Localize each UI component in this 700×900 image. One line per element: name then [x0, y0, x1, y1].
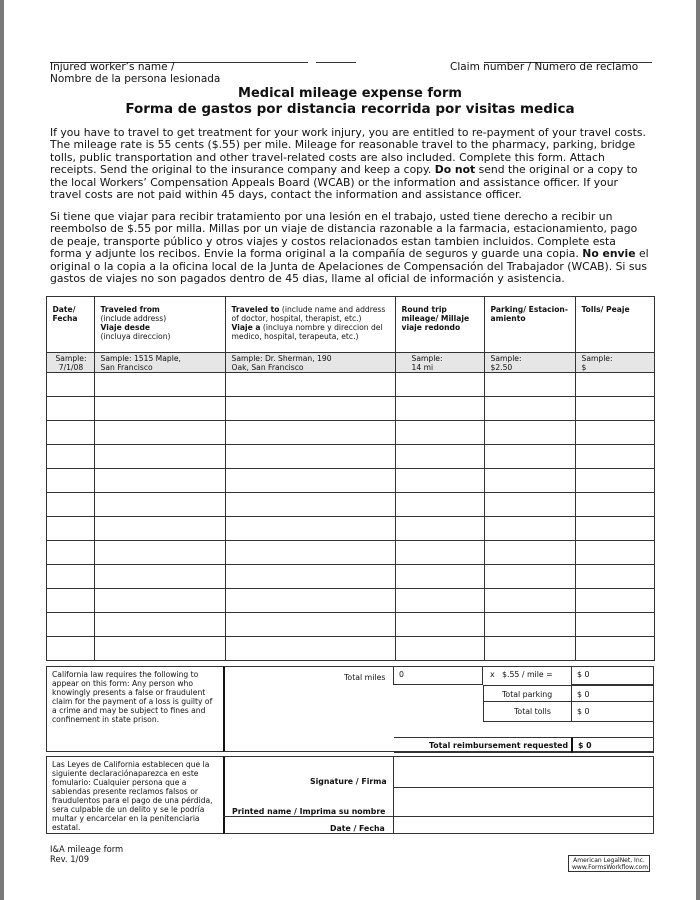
sample-row	[44, 353, 654, 373]
entry-from-cell[interactable]	[94, 589, 225, 613]
entry-parking-cell[interactable]	[484, 421, 575, 445]
rate-x: x	[490, 670, 495, 679]
entry-to-cell[interactable]	[225, 637, 395, 661]
entry-to-cell[interactable]	[225, 445, 395, 469]
col-from-header: Traveled from (include address) Viaje desde (incluya direccion)	[94, 297, 225, 353]
entry-trip-cell[interactable]	[395, 373, 484, 397]
total-tolls-label: Total tolls	[514, 707, 551, 716]
entry-tolls-cell[interactable]	[575, 421, 654, 445]
total-reimbursement-field[interactable]: $ 0	[571, 737, 654, 753]
entry-trip-cell[interactable]	[395, 637, 484, 661]
entry-tolls-cell[interactable]	[575, 541, 654, 565]
entry-trip-cell[interactable]	[395, 517, 484, 541]
entry-parking-cell[interactable]	[484, 445, 575, 469]
entry-from-cell[interactable]	[94, 421, 225, 445]
rate-label: $.55 / mile =	[502, 670, 553, 679]
form-footer	[50, 844, 123, 864]
rate-total-field[interactable]: $ 0	[571, 667, 654, 685]
sample-tolls: Sample: $	[575, 353, 654, 373]
sample-parking: Sample: $2.50	[484, 353, 575, 373]
col-tolls-header: Tolls/ Peaje	[575, 297, 654, 353]
entry-to-cell[interactable]	[225, 397, 395, 421]
entry-from-cell[interactable]	[94, 565, 225, 589]
entry-to-cell[interactable]	[225, 589, 395, 613]
total-parking-label: Total parking	[502, 690, 553, 699]
entry-from-cell[interactable]	[94, 493, 225, 517]
total-miles-field[interactable]: 0	[393, 667, 483, 685]
entry-tolls-cell[interactable]	[575, 373, 654, 397]
entry-date-cell[interactable]	[46, 469, 94, 493]
form-title-spanish: Forma de gastos por distancia recorrida por visitas medica	[125, 101, 575, 117]
table-row	[44, 541, 654, 565]
entry-parking-cell[interactable]	[484, 565, 575, 589]
form-page	[4, 0, 696, 900]
entry-date-cell[interactable]	[46, 589, 94, 613]
legal-english-box: California law requires the following to appear on this form: Any person who knowingly presents a false or fraudulent claim for the payment of a loss is guilty of a crime and may be subject to fines and confinement in state prison.	[46, 666, 224, 752]
entry-date-cell[interactable]	[46, 493, 94, 517]
entry-from-cell[interactable]	[94, 637, 225, 661]
date-divider	[223, 816, 393, 817]
entry-tolls-cell[interactable]	[575, 493, 654, 517]
entry-to-cell[interactable]	[225, 565, 395, 589]
form-title-english: Medical mileage expense form	[238, 86, 462, 101]
entry-to-cell[interactable]	[225, 373, 395, 397]
table-row	[44, 565, 654, 589]
publisher-box: American LegalNet, Inc. www.FormsWorkflow.com	[568, 855, 650, 872]
printed-name-field[interactable]	[393, 787, 654, 817]
sample-date: Sample: 7/1/08	[46, 353, 94, 373]
entry-tolls-cell[interactable]	[575, 565, 654, 589]
entry-to-cell[interactable]	[225, 517, 395, 541]
entry-date-cell[interactable]	[46, 421, 94, 445]
col-trip-header: Round trip mileage/ Millaje viaje redondo	[395, 297, 484, 353]
table-row	[44, 421, 654, 445]
table-row	[44, 517, 654, 541]
entry-from-cell[interactable]	[94, 517, 225, 541]
signature-label: Signature / Firma	[310, 777, 387, 786]
entry-from-cell[interactable]	[94, 397, 225, 421]
entry-parking-cell[interactable]	[484, 613, 575, 637]
entry-parking-cell[interactable]	[484, 397, 575, 421]
table-row	[44, 613, 654, 637]
sample-trip: Sample: 14 mi	[395, 353, 484, 373]
entry-parking-cell[interactable]	[484, 541, 575, 565]
entry-tolls-cell[interactable]	[575, 613, 654, 637]
sample-from: Sample: 1515 Maple, San Francisco	[94, 353, 225, 373]
table-row	[44, 469, 654, 493]
form-name: I&A mileage form	[50, 844, 124, 854]
entry-trip-cell[interactable]	[395, 493, 484, 517]
signature-field[interactable]	[393, 756, 654, 788]
table-header-row	[44, 297, 654, 353]
entry-parking-cell[interactable]	[484, 637, 575, 661]
table-row	[44, 397, 654, 421]
entry-to-cell[interactable]	[225, 613, 395, 637]
entry-tolls-cell[interactable]	[575, 397, 654, 421]
table-row	[44, 637, 654, 661]
entry-from-cell[interactable]	[94, 613, 225, 637]
table-row	[44, 493, 654, 517]
entry-date-cell[interactable]	[46, 445, 94, 469]
legal-spanish-box: Las Leyes de California establecen que la siguiente declaraciónaparezca en este fomulario: Cualquier persona que a sabiendas presente reclamos falsos or fraudulentos para el pago de una pérdida, sera culpable de un delito y se le podría multar y encarcelar en la penitenciaria estatal.	[46, 756, 224, 834]
entry-trip-cell[interactable]	[395, 469, 484, 493]
entry-trip-cell[interactable]	[395, 613, 484, 637]
entry-from-cell[interactable]	[94, 445, 225, 469]
entry-from-cell[interactable]	[94, 373, 225, 397]
date-label: Date / Fecha	[330, 824, 385, 833]
printed-name-label: Printed name / Imprima su nombre	[232, 807, 386, 816]
entry-trip-cell[interactable]	[395, 397, 484, 421]
col-to-header: Traveled to (include name and address of doctor, hospital, therapist, etc.) Viaje a (incluya nombre y direccion del medico, hospital, terapeuta, etc.)	[225, 297, 395, 353]
entry-date-cell[interactable]	[46, 517, 94, 541]
entry-parking-cell[interactable]	[484, 517, 575, 541]
entry-date-cell[interactable]	[46, 613, 94, 637]
entry-trip-cell[interactable]	[395, 589, 484, 613]
table-row	[44, 445, 654, 469]
col-parking-header: Parking/ Estacion- amiento	[484, 297, 575, 353]
entry-from-cell[interactable]	[94, 541, 225, 565]
sample-to: Sample: Dr. Sherman, 190 Oak, San Francisco	[225, 353, 395, 373]
entry-date-cell[interactable]	[46, 541, 94, 565]
entry-parking-cell[interactable]	[484, 469, 575, 493]
entry-trip-cell[interactable]	[395, 541, 484, 565]
entry-date-cell[interactable]	[46, 373, 94, 397]
worker-name-line-short	[316, 62, 356, 63]
entry-date-cell[interactable]	[46, 565, 94, 589]
total-miles-label: Total miles	[344, 673, 386, 682]
entry-parking-cell[interactable]	[484, 373, 575, 397]
total-tolls-field[interactable]: $ 0	[571, 701, 654, 722]
entry-date-cell[interactable]	[46, 397, 94, 421]
entry-parking-cell[interactable]	[484, 493, 575, 517]
entry-tolls-cell[interactable]	[575, 445, 654, 469]
entry-parking-cell[interactable]	[484, 589, 575, 613]
entry-to-cell[interactable]	[225, 421, 395, 445]
date-field[interactable]	[393, 816, 654, 834]
total-reimbursement-label: Total reimbursement requested	[429, 741, 569, 750]
intro-english: If you have to travel to get treatment for your work injury, you are entitled to re-payment of your travel costs. The mileage rate is 55 cents ($.55) per mile. Mileage for reasonable travel to the pharmacy, parking, bridge tolls, public transportation and other travel-related costs are also included. Complete this form. Attach receipts. Send the original to the insurance company and keep a copy. Do not send the original or a copy to the local Workers’ Compensation Appeals Board (WCAB) or the information and assistance officer. If your travel costs are not paid within 45 days, contact the information and assistance officer.	[50, 126, 646, 202]
entry-tolls-cell[interactable]	[575, 589, 654, 613]
table-row	[44, 373, 654, 397]
entry-trip-cell[interactable]	[395, 445, 484, 469]
claim-number-label: Claim number / Numero de reclamo	[450, 61, 639, 73]
entry-to-cell[interactable]	[225, 469, 395, 493]
entry-date-cell[interactable]	[46, 637, 94, 661]
entry-tolls-cell[interactable]	[575, 469, 654, 493]
entry-tolls-cell[interactable]	[575, 517, 654, 541]
mileage-table	[44, 296, 655, 661]
total-parking-field[interactable]: $ 0	[571, 685, 654, 702]
entry-from-cell[interactable]	[94, 469, 225, 493]
table-row	[44, 589, 654, 613]
entry-trip-cell[interactable]	[395, 565, 484, 589]
entry-trip-cell[interactable]	[395, 421, 484, 445]
intro-spanish: Si tiene que viajar para recibir tratamiento por una lesión en el trabajo, usted tiene derecho a recibir un reembolso de $.55 por milla. Millas por un viaje de distancia razonable a la farmacia, estacionamiento, pago de peaje, transporte público y otros viajes y costos relacionados estan tambien incluidos. Complete esta forma y adjunte los recibos. Envie la forma original a la compañía de seguros y guarde una copia. No envie el original o la copia a la oficina local de la Junta de Apelaciones de Compensación del Trabajador (WCAB). Si sus gastos de viajes no son pagados dentro de 45 dias, llame al oficial de información y asistencia.	[50, 210, 649, 286]
worker-name-label: Injured worker’s name / Nombre de la persona lesionada	[50, 61, 221, 85]
entry-to-cell[interactable]	[225, 541, 395, 565]
col-date-header: Date/ Fecha	[46, 297, 94, 353]
form-revision: Rev. 1/09	[50, 854, 90, 864]
entry-tolls-cell[interactable]	[575, 637, 654, 661]
entry-to-cell[interactable]	[225, 493, 395, 517]
